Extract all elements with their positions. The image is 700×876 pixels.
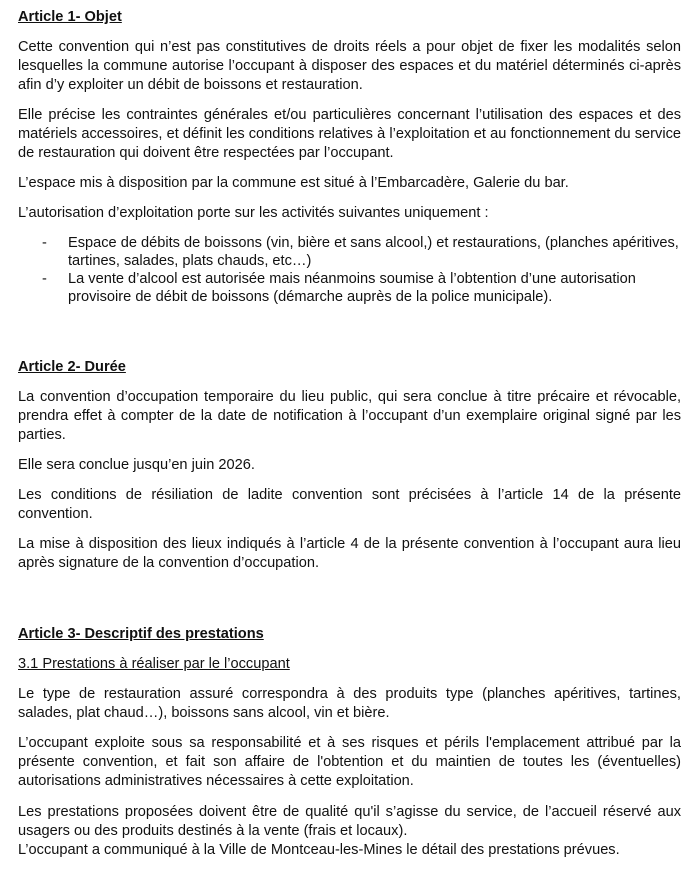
article-1-heading: Article 1- Objet	[18, 9, 122, 25]
article-3-paragraph-2: L’occupant exploite sous sa responsabilité et à ses risques et périls l'emplacement attribué par la présente convention, et fait son affaire de l'obtention et du maintien de toutes les (éventuelles) autorisations administratives nécessaires à cette exploitation.	[18, 735, 681, 789]
article-3-paragraph-1: Le type de restauration assuré correspondra à des produits type (planches apéritives, tartines, salades, plat chaud…), boissons sans alcool, vin et bière.	[18, 686, 681, 721]
activities-list-item: - Espace de débits de boissons (vin, bière et sans alcool,) et restaurations, (planches apéritives, tartines, salades, plats chauds, etc…)	[18, 234, 681, 270]
article-1-paragraph-1: Cette convention qui n’est pas constitutives de droits réels a pour objet de fixer les modalités selon lesquelles la commune autorise l’occupant à disposer des espaces et du matériel déterminés ci-après afin d’y exploiter un débit de boissons et restauration.	[18, 39, 681, 93]
article-2-paragraph-4: La mise à disposition des lieux indiqués à l’article 4 de la présente convention à l’occupant aura lieu après signature de la convention d’occupation.	[18, 536, 681, 571]
article-3-paragraph-3: Les prestations proposées doivent être de qualité qu'il s’agisse du service, de l’accueil réservé aux usagers ou des produits destinés à la vente (frais et locaux).	[18, 804, 681, 839]
article-3-paragraph-4: L’occupant a communiqué à la Ville de Montceau-les-Mines le détail des prestations prévues.	[18, 842, 620, 858]
article-1-paragraph-3: L’espace mis à disposition par la commune est situé à l’Embarcadère, Galerie du bar.	[18, 175, 569, 191]
activities-list	[18, 234, 681, 306]
article-2-paragraph-3: Les conditions de résiliation de ladite convention sont précisées à l’article 14 de la présente convention.	[18, 487, 681, 522]
activities-list-item: - La vente d’alcool est autorisée mais néanmoins soumise à l’obtention d’une autorisation provisoire de débit de boissons (démarche auprès de la police municipale).	[18, 270, 681, 306]
article-3-subheading: 3.1 Prestations à réaliser par le l’occupant	[18, 656, 290, 672]
article-2	[18, 358, 681, 573]
article-3	[18, 625, 681, 860]
article-2-paragraph-1: La convention d’occupation temporaire du lieu public, qui sera conclue à titre précaire et révocable, prendra effet à compter de la date de notification à l’occupant d’un exemplaire original signé par les parties.	[18, 389, 681, 443]
article-1	[18, 8, 681, 306]
article-2-paragraph-2: Elle sera conclue jusqu’en juin 2026.	[18, 457, 255, 473]
article-1-paragraph-4: L’autorisation d’exploitation porte sur les activités suivantes uniquement :	[18, 205, 489, 221]
article-1-paragraph-2: Elle précise les contraintes générales et/ou particulières concernant l’utilisation des espaces et des matériels accessoires, et définit les conditions relatives à l’exploitation et au fonctionnement du service de restauration qui doivent être respectées par l’occupant.	[18, 107, 681, 161]
article-3-heading: Article 3- Descriptif des prestations	[18, 626, 264, 642]
article-2-heading: Article 2- Durée	[18, 359, 126, 375]
